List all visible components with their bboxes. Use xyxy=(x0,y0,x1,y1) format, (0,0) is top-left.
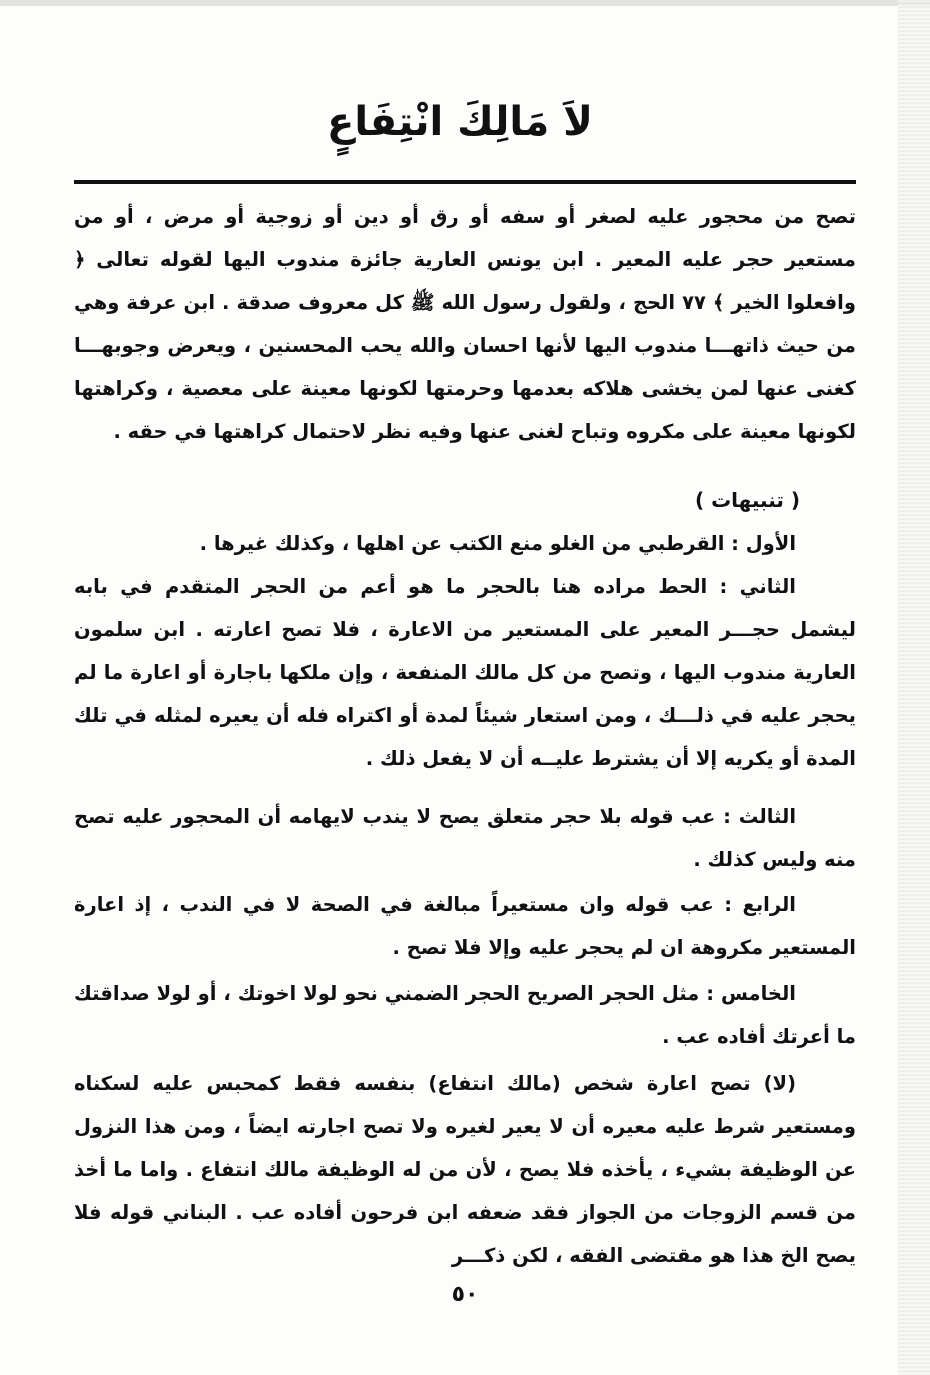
scan-edge-right xyxy=(898,0,930,1375)
note-fifth-block xyxy=(74,972,856,1058)
note-fourth-block xyxy=(74,883,856,969)
tanbihat-heading: ( تنبيهات ) xyxy=(694,488,800,512)
page-number: ٥٠ xyxy=(451,1282,479,1307)
running-header: لاَ مَالِكَ انْتِفَاعٍ xyxy=(327,99,593,145)
note-second: الثاني : الحط مراده هنا بالحجر ما هو أعم من الحجر المتقدم في بابه ليشمل حجـــر المعير على المستعير من الاعارة ، فلا تصح اعارته . ابن سلمون العارية مندوب اليها ، وتصح من كل مالك المنفعة ، وإن ملكها باجارة أو اعارة ما لم يحجر عليه في ذلـــك ، ومن استعار شيئاً لمدة أو اكتراه فله أن يعيره لمثله في تلك المدة أو يكريه إلا أن يشترط عليــه أن لا يفعل ذلك . xyxy=(74,575,856,770)
note-fifth: الخامس : مثل الحجر الصريح الحجر الضمني نحو لولا اخوتك ، أو لولا صداقتك ما أعرتك أفاده عب . xyxy=(74,982,856,1048)
notes-block xyxy=(74,522,856,780)
note-first: الأول : القرطبي من الغلو منع الكتب عن اهلها ، وكذلك غيرها . xyxy=(199,532,796,555)
intro-block xyxy=(74,195,856,453)
intro-paragraph: تصح من محجور عليه لصغر أو سفه أو رق أو دين أو زوجية أو مرض ، أو من مستعير حجر عليه المعير . ابن يونس العارية جائزة مندوب اليها لقوله تعالى ﴿ وافعلوا الخير ﴾ ٧٧ الحج ، ولقول رسول الله ﷺ كل معروف صدقة . ابن عرفة وهي من حيث ذاتهـــا مندوب اليها لأنها احسان والله يحب المحسنين ، ويعرض وجوبهـــا كغنى عنها لمن يخشى هلاكه بعدمها وحرمتها لكونها معينة على معصية ، وكراهتها لكونها معينة على مكروه وتباح لغنى عنها وفيه نظر لاحتمال كراهتها في حقه . xyxy=(74,205,856,443)
matn-commentary-block xyxy=(74,1062,856,1277)
note-fourth: الرابع : عب قوله وان مستعيراً مبالغة في الصحة لا في الندب ، إذ اعارة المستعير مكروهة ان لم يحجر عليه وإلا فلا تصح . xyxy=(74,893,856,959)
matn-commentary: (لا) تصح اعارة شخص (مالك انتفاع) بنفسه فقط كمحبس عليه لسكناه ومستعير شرط عليه معيره أن لا يعير لغيره ولا تصح اجارته ايضاً ، ومن هذا النزول عن الوظيفة بشيء ، يأخذه فلا يصح ، لأن من له الوظيفة مالك انتفاع . واما ما أخذ من قسم الزوجات من الجواز فقد ضعفه ابن فرحون أفاده عب . البناني قوله فلا يصح الخ هذا هو مقتضى الفقه ، لكن ذكـــر xyxy=(74,1072,856,1267)
note-third: الثالث : عب قوله بلا حجر متعلق يصح لا يندب لايهامه أن المحجور عليه تصح منه وليس كذلك . xyxy=(74,805,856,871)
header-rule xyxy=(74,180,856,184)
note-third-block xyxy=(74,795,856,881)
scan-edge-top xyxy=(0,0,930,6)
